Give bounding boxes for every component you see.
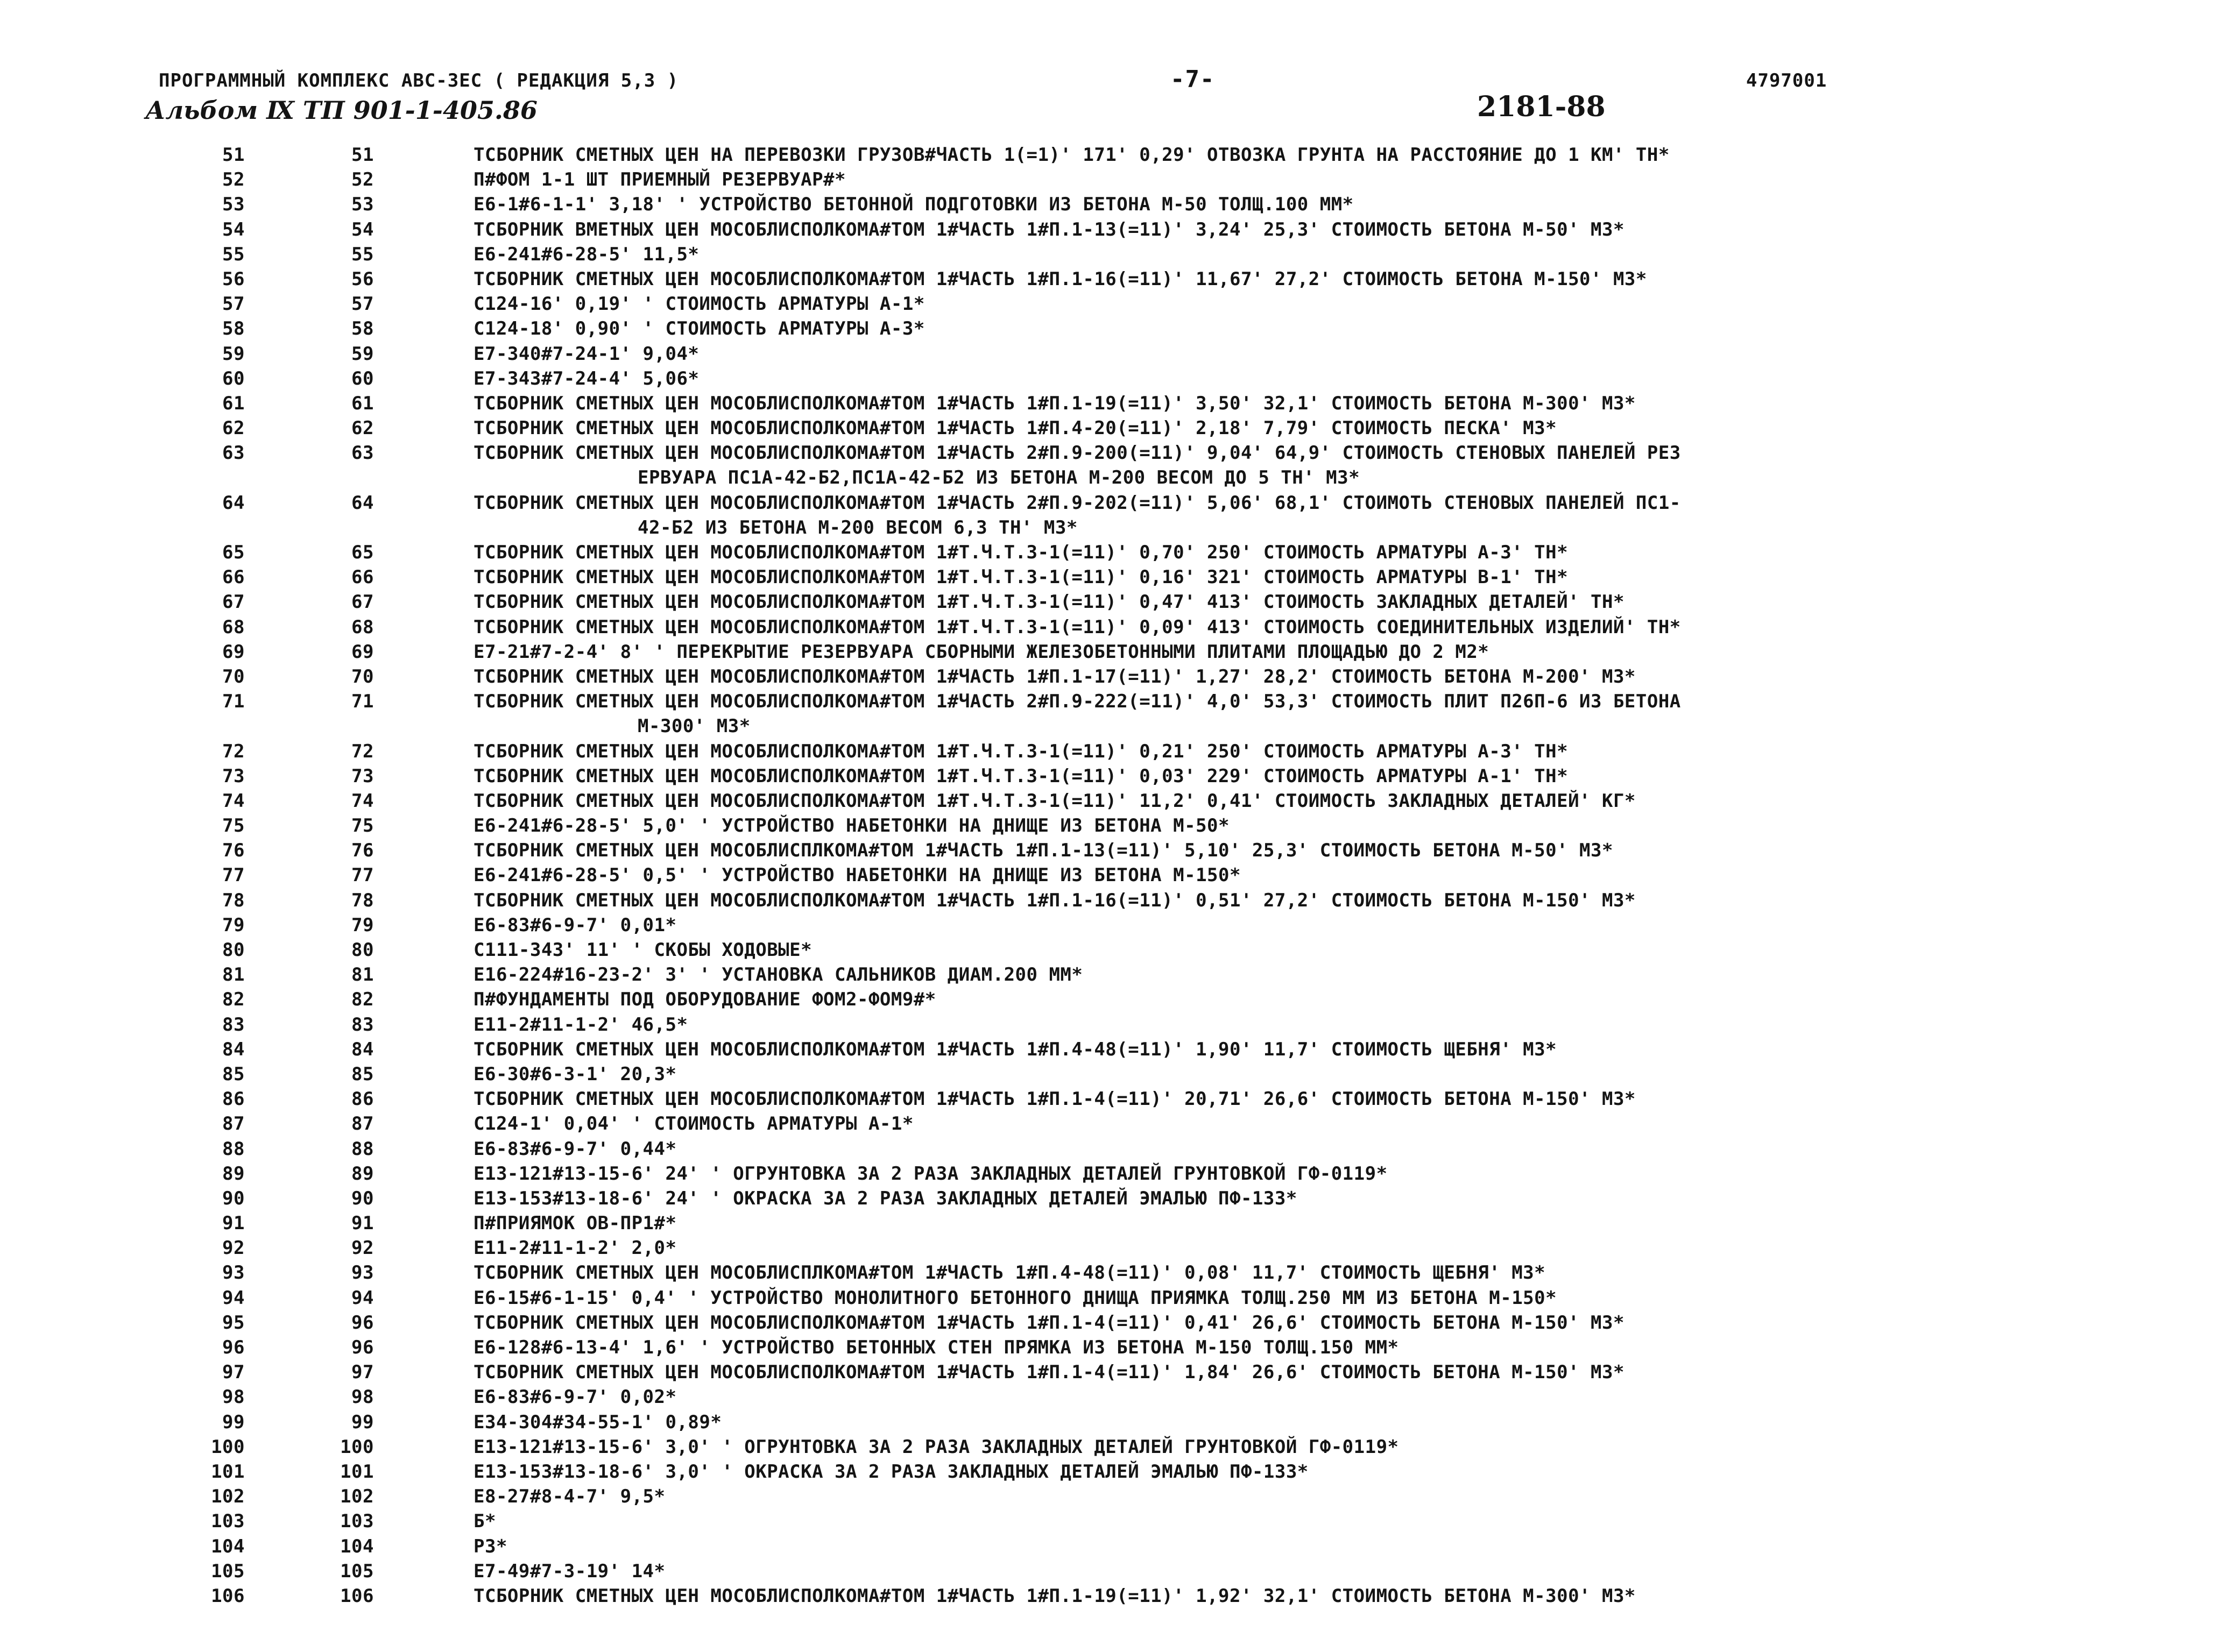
listing-row bbox=[0, 441, 2225, 465]
row-seq-number: 61 bbox=[351, 392, 374, 414]
listing-row bbox=[0, 1360, 2225, 1385]
row-text: ТСБОРНИК СМЕТНЫХ ЦЕН МОСОБЛИСПОЛКОМА#ТОМ 1#ЧАСТЬ 1#П.1-19(=11)' 3,50' 32,1' СТОИМОСТЬ БЕТОНА М-300' М3* bbox=[474, 392, 1636, 414]
row-number: 64 bbox=[222, 492, 245, 514]
row-text: ТСБОРНИК СМЕТНЫХ ЦЕН МОСОБЛИСПОЛКОМА#ТОМ 1#ЧАСТЬ 1#П.1-17(=11)' 1,27' 28,2' СТОИМОСТЬ БЕТОНА М-200' М3* bbox=[474, 665, 1636, 687]
row-text: Е6-15#6-1-15' 0,4' ' УСТРОЙСТВО МОНОЛИТНОГО БЕТОННОГО ДНИЩА ПРИЯМКА ТОЛЩ.250 ММ ИЗ БЕТОНА М-150* bbox=[474, 1287, 1557, 1309]
listing-row bbox=[0, 888, 2225, 913]
listing-row-continuation bbox=[0, 515, 2225, 540]
listing-row bbox=[0, 987, 2225, 1012]
row-seq-number: 72 bbox=[351, 740, 374, 762]
listing-row bbox=[0, 1211, 2225, 1236]
row-number: 106 bbox=[211, 1585, 245, 1607]
row-text: ТСБОРНИК ВМЕТНЫХ ЦЕН МОСОБЛИСПОЛКОМА#ТОМ 1#ЧАСТЬ 1#П.1-13(=11)' 3,24' 25,3' СТОИМОСТЬ БЕТОНА М-50' М3* bbox=[474, 218, 1624, 240]
row-text: ТСБОРНИК СМЕТНЫХ ЦЕН МОСОБЛИСПОЛКОМА#ТОМ 1#ЧАСТЬ 1#П.4-48(=11)' 1,90' 11,7' СТОИМОСТЬ ЩЕБНЯ' М3* bbox=[474, 1038, 1557, 1060]
row-text: ТСБОРНИК СМЕТНЫХ ЦЕН НА ПЕРЕВОЗКИ ГРУЗОВ#ЧАСТЬ 1(=1)' 171' 0,29' ОТВОЗКА ГРУНТА НА РАССТОЯНИЕ ДО 1 КМ' ТН* bbox=[474, 144, 1670, 166]
row-number: 97 bbox=[222, 1362, 245, 1384]
row-seq-number: 67 bbox=[351, 591, 374, 613]
listing-row bbox=[0, 962, 2225, 987]
row-text: С111-343' 11' ' СКОБЫ ХОДОВЫЕ* bbox=[474, 939, 813, 961]
row-text: Е11-2#11-1-2' 2,0* bbox=[474, 1237, 677, 1259]
row-seq-number: 81 bbox=[351, 964, 374, 986]
row-seq-number: 96 bbox=[351, 1311, 374, 1334]
row-number: 84 bbox=[222, 1038, 245, 1060]
row-number: 78 bbox=[222, 889, 245, 911]
row-text: С124-18' 0,90' ' СТОИМОСТЬ АРМАТУРЫ А-3* bbox=[474, 318, 925, 340]
album-handwritten-note: Альбом Ⅸ ТП 901-1-405.86 bbox=[145, 96, 538, 125]
row-number: 89 bbox=[222, 1162, 245, 1185]
listing-row bbox=[0, 217, 2225, 242]
row-text: ТСБОРНИК СМЕТНЫХ ЦЕН МОСОБЛИСПОЛКОМА#ТОМ 1#ЧАСТЬ 1#П.1-4(=11)' 20,71' 26,6' СТОИМОСТЬ БЕТОНА М-150' М3* bbox=[474, 1088, 1636, 1110]
listing-row bbox=[0, 1509, 2225, 1534]
listing-row bbox=[0, 1087, 2225, 1111]
listing-row bbox=[0, 1559, 2225, 1584]
row-number: 85 bbox=[222, 1063, 245, 1085]
row-text: Е6-241#6-28-5' 5,0' ' УСТРОЙСТВО НАБЕТОНКИ НА ДНИЩЕ ИЗ БЕТОНА М-50* bbox=[474, 815, 1230, 837]
row-seq-number: 59 bbox=[351, 343, 374, 365]
listing-row bbox=[0, 664, 2225, 689]
row-text: Е6-30#6-3-1' 20,3* bbox=[474, 1063, 677, 1085]
row-number: 88 bbox=[222, 1138, 245, 1160]
row-number: 66 bbox=[222, 566, 245, 589]
listing-row bbox=[0, 316, 2225, 341]
row-text: ТСБОРНИК СМЕТНЫХ ЦЕН МОСОБЛИСПОЛКОМА#ТОМ 1#Т.Ч.Т.3-1(=11)' 0,47' 413' СТОИМОСТЬ ЗАКЛАДНЫХ ДЕТАЛЕЙ' ТН* bbox=[474, 591, 1624, 613]
listing-row bbox=[0, 1410, 2225, 1435]
row-seq-number: 83 bbox=[351, 1013, 374, 1036]
row-text: М-300' М3* bbox=[638, 715, 751, 738]
row-text: ТСБОРНИК СМЕТНЫХ ЦЕН МОСОБЛИСПОЛКОМА#ТОМ 1#Т.Ч.Т.3-1(=11)' 0,16' 321' СТОИМОСТЬ АРМАТУРЫ В-1' ТН* bbox=[474, 566, 1569, 589]
listing-row bbox=[0, 366, 2225, 391]
row-seq-number: 101 bbox=[340, 1460, 374, 1483]
listing-row bbox=[0, 1286, 2225, 1310]
row-text: П#ПРИЯМОК ОВ-ПР1#* bbox=[474, 1213, 677, 1235]
listing-row bbox=[0, 1335, 2225, 1360]
row-text: Б* bbox=[474, 1511, 496, 1533]
row-number: 61 bbox=[222, 392, 245, 414]
row-number: 74 bbox=[222, 790, 245, 812]
row-seq-number: 92 bbox=[351, 1237, 374, 1259]
row-number: 92 bbox=[222, 1237, 245, 1259]
row-text: Е7-49#7-3-19' 14* bbox=[474, 1560, 666, 1582]
row-seq-number: 55 bbox=[351, 243, 374, 265]
row-number: 68 bbox=[222, 616, 245, 638]
listing-row bbox=[0, 1435, 2225, 1459]
row-number: 73 bbox=[222, 765, 245, 787]
row-text: Е6-1#6-1-1' 3,18' ' УСТРОЙСТВО БЕТОННОЙ ПОДГОТОВКИ ИЗ БЕТОНА М-50 ТОЛЩ.100 ММ* bbox=[474, 194, 1354, 216]
row-seq-number: 53 bbox=[351, 194, 374, 216]
row-seq-number: 96 bbox=[351, 1337, 374, 1358]
row-text: Е6-83#6-9-7' 0,01* bbox=[474, 914, 677, 936]
row-seq-number: 93 bbox=[351, 1262, 374, 1284]
code-listing bbox=[0, 143, 2225, 1608]
row-number: 77 bbox=[222, 864, 245, 887]
row-seq-number: 69 bbox=[351, 641, 374, 663]
listing-row bbox=[0, 863, 2225, 888]
code-handwritten-note: 2181-88 bbox=[1477, 90, 1606, 123]
row-seq-number: 73 bbox=[351, 765, 374, 787]
row-seq-number: 58 bbox=[351, 318, 374, 340]
row-seq-number: 75 bbox=[351, 815, 374, 837]
row-seq-number: 88 bbox=[351, 1138, 374, 1160]
listing-row-continuation bbox=[0, 714, 2225, 739]
row-seq-number: 80 bbox=[351, 939, 374, 961]
row-number: 60 bbox=[222, 367, 245, 389]
row-text: ТСБОРНИК СМЕТНЫХ ЦЕН МОСОБЛИСПОЛКОМА#ТОМ 1#Т.Ч.Т.3-1(=11)' 0,09' 413' СТОИМОСТЬ СОЕДИНИТЕЛЬНЫХ ИЗДЕЛИЙ' ТН* bbox=[474, 616, 1681, 638]
row-text: Е7-343#7-24-4' 5,06* bbox=[474, 367, 700, 389]
row-text: ТСБОРНИК СМЕТНЫХ ЦЕН МОСОБЛИСПОЛКОМА#ТОМ 1#ЧАСТЬ 1#П.1-19(=11)' 1,92' 32,1' СТОИМОСТЬ БЕТОНА М-300' М3* bbox=[474, 1585, 1636, 1607]
row-number: 100 bbox=[211, 1436, 245, 1458]
row-seq-number: 77 bbox=[351, 864, 374, 887]
row-number: 103 bbox=[211, 1511, 245, 1533]
row-text: П#ФУНДАМЕНТЫ ПОД ОБОРУДОВАНИЕ ФОМ2-ФОМ9#* bbox=[474, 989, 936, 1011]
row-text: Е11-2#11-1-2' 46,5* bbox=[474, 1013, 688, 1036]
row-number: 104 bbox=[211, 1535, 245, 1557]
row-number: 102 bbox=[211, 1486, 245, 1508]
row-seq-number: 82 bbox=[351, 989, 374, 1011]
row-number: 69 bbox=[222, 641, 245, 663]
row-number: 67 bbox=[222, 591, 245, 613]
row-text: Е34-304#34-55-1' 0,89* bbox=[474, 1411, 722, 1433]
row-number: 90 bbox=[222, 1187, 245, 1209]
row-text: Е6-83#6-9-7' 0,02* bbox=[474, 1386, 677, 1408]
listing-row bbox=[0, 1062, 2225, 1087]
row-number: 79 bbox=[222, 914, 245, 936]
row-seq-number: 79 bbox=[351, 914, 374, 936]
document-number: 4797001 bbox=[1746, 70, 1827, 91]
row-text: ТСБОРНИК СМЕТНЫХ ЦЕН МОСОБЛИСПОЛКОМА#ТОМ 1#ЧАСТЬ 1#П.1-16(=11)' 11,67' 27,2' СТОИМОСТЬ БЕТОНА М-150' М3* bbox=[474, 268, 1647, 290]
row-text: Е8-27#8-4-7' 9,5* bbox=[474, 1486, 666, 1508]
page-number: -7- bbox=[1170, 66, 1215, 93]
listing-row bbox=[0, 1037, 2225, 1062]
row-text: Е13-153#13-18-6' 3,0' ' ОКРАСКА ЗА 2 РАЗА ЗАКЛАДНЫХ ДЕТАЛЕЙ ЭМАЛЬЮ ПФ-133* bbox=[474, 1460, 1309, 1483]
row-seq-number: 52 bbox=[351, 169, 374, 191]
row-text: ТСБОРНИК СМЕТНЫХ ЦЕН МОСОБЛИСПОЛКОМА#ТОМ 1#Т.Ч.Т.3-1(=11)' 0,03' 229' СТОИМОСТЬ АРМАТУРЫ А-1' ТН* bbox=[474, 765, 1569, 787]
listing-row bbox=[0, 1385, 2225, 1409]
row-text: Е6-241#6-28-5' 11,5* bbox=[474, 243, 700, 265]
listing-row bbox=[0, 615, 2225, 640]
row-number: 72 bbox=[222, 740, 245, 762]
row-number: 86 bbox=[222, 1088, 245, 1110]
row-number: 105 bbox=[211, 1560, 245, 1582]
row-number: 58 bbox=[222, 318, 245, 340]
row-text: Е13-121#13-15-6' 24' ' ОГРУНТОВКА ЗА 2 РАЗА ЗАКЛАДНЫХ ДЕТАЛЕЙ ГРУНТОВКОЙ ГФ-0119* bbox=[474, 1162, 1388, 1185]
row-seq-number: 89 bbox=[351, 1162, 374, 1185]
row-text: ТСБОРНИК СМЕТНЫХ ЦЕН МОСОБЛИСПОЛКОМА#ТОМ 1#Т.Ч.Т.3-1(=11)' 11,2' 0,41' СТОИМОСТЬ ЗАКЛАДНЫХ ДЕТАЛЕЙ' КГ* bbox=[474, 790, 1636, 812]
row-number: 51 bbox=[222, 144, 245, 166]
row-seq-number: 98 bbox=[351, 1386, 374, 1408]
row-seq-number: 65 bbox=[351, 542, 374, 563]
row-seq-number: 103 bbox=[340, 1511, 374, 1533]
row-text: ТСБОРНИК СМЕТНЫХ ЦЕН МОСОБЛИСПОЛКОМА#ТОМ 1#ЧАСТЬ 2#П.9-200(=11)' 9,04' 64,9' СТОИМОСТЬ СТЕНОВЫХ ПАНЕЛЕЙ РЕЗ bbox=[474, 442, 1681, 464]
row-seq-number: 63 bbox=[351, 442, 374, 464]
listing-row bbox=[0, 913, 2225, 938]
row-text: ТСБОРНИК СМЕТНЫХ ЦЕН МОСОБЛИСПОЛКОМА#ТОМ 1#ЧАСТЬ 1#П.1-4(=11)' 0,41' 26,6' СТОИМОСТЬ БЕТОНА М-150' М3* bbox=[474, 1311, 1624, 1334]
row-text: 42-Б2 ИЗ БЕТОНА М-200 ВЕСОМ 6,3 ТН' М3* bbox=[638, 516, 1078, 538]
row-number: 93 bbox=[222, 1262, 245, 1284]
listing-row bbox=[0, 1161, 2225, 1186]
row-text: ТСБОРНИК СМЕТНЫХ ЦЕН МОСОБЛИСПОЛКОМА#ТОМ 1#Т.Ч.Т.3-1(=11)' 0,21' 250' СТОИМОСТЬ АРМАТУРЫ А-3' ТН* bbox=[474, 740, 1569, 762]
row-text: ТСБОРНИК СМЕТНЫХ ЦЕН МОСОБЛИСПОЛКОМА#ТОМ 1#ЧАСТЬ 2#П.9-202(=11)' 5,06' 68,1' СТОИМОТЬ СТЕНОВЫХ ПАНЕЛЕЙ ПС1- bbox=[474, 492, 1681, 514]
row-text: ТСБОРНИК СМЕТНЫХ ЦЕН МОСОБЛИСПОЛКОМА#ТОМ 1#ЧАСТЬ 1#П.4-20(=11)' 2,18' 7,79' СТОИМОСТЬ ПЕСКА' М3* bbox=[474, 417, 1557, 439]
program-header: ПРОГРАММНЫЙ КОМПЛЕКС АВС-3ЕС ( РЕДАКЦИЯ 5,3 ) bbox=[159, 70, 679, 91]
row-seq-number: 71 bbox=[351, 691, 374, 713]
listing-row bbox=[0, 813, 2225, 838]
listing-row bbox=[0, 689, 2225, 714]
row-seq-number: 76 bbox=[351, 840, 374, 862]
row-number: 96 bbox=[222, 1337, 245, 1358]
row-seq-number: 87 bbox=[351, 1113, 374, 1135]
listing-row bbox=[0, 391, 2225, 416]
row-seq-number: 57 bbox=[351, 293, 374, 315]
row-number: 87 bbox=[222, 1113, 245, 1135]
row-number: 55 bbox=[222, 243, 245, 265]
row-text: П#ФОМ 1-1 ШТ ПРИЕМНЫЙ РЕЗЕРВУАР#* bbox=[474, 169, 846, 191]
listing-row bbox=[0, 1310, 2225, 1335]
row-text: Е6-83#6-9-7' 0,44* bbox=[474, 1138, 677, 1160]
listing-row bbox=[0, 1584, 2225, 1608]
row-number: 95 bbox=[222, 1311, 245, 1334]
row-seq-number: 54 bbox=[351, 218, 374, 240]
row-number: 56 bbox=[222, 268, 245, 290]
listing-row bbox=[0, 1137, 2225, 1161]
row-number: 59 bbox=[222, 343, 245, 365]
row-seq-number: 104 bbox=[340, 1535, 374, 1557]
row-seq-number: 90 bbox=[351, 1187, 374, 1209]
listing-row bbox=[0, 192, 2225, 217]
row-seq-number: 56 bbox=[351, 268, 374, 290]
row-seq-number: 62 bbox=[351, 417, 374, 439]
listing-row bbox=[0, 1484, 2225, 1509]
listing-row bbox=[0, 739, 2225, 764]
listing-row bbox=[0, 342, 2225, 366]
row-number: 54 bbox=[222, 218, 245, 240]
listing-row bbox=[0, 640, 2225, 664]
row-seq-number: 68 bbox=[351, 616, 374, 638]
row-number: 65 bbox=[222, 542, 245, 563]
row-seq-number: 102 bbox=[340, 1486, 374, 1508]
listing-row bbox=[0, 789, 2225, 813]
listing-row bbox=[0, 764, 2225, 789]
row-text: Е6-241#6-28-5' 0,5' ' УСТРОЙСТВО НАБЕТОНКИ НА ДНИЩЕ ИЗ БЕТОНА М-150* bbox=[474, 864, 1241, 887]
row-text: ТСБОРНИК СМЕТНЫХ ЦЕН МОСОБЛИСПОЛКОМА#ТОМ 1#Т.Ч.Т.3-1(=11)' 0,70' 250' СТОИМОСТЬ АРМАТУРЫ А-3' ТН* bbox=[474, 542, 1569, 563]
listing-row bbox=[0, 1111, 2225, 1136]
row-seq-number: 99 bbox=[351, 1411, 374, 1433]
row-text: ЕРВУАРА ПС1А-42-Б2,ПС1А-42-Б2 ИЗ БЕТОНА М-200 ВЕСОМ ДО 5 ТН' М3* bbox=[638, 467, 1360, 489]
row-text: ТСБОРНИК СМЕТНЫХ ЦЕН МОСОБЛИСПЛКОМА#ТОМ 1#ЧАСТЬ 1#П.1-13(=11)' 5,10' 25,3' СТОИМОСТЬ БЕТОНА М-50' М3* bbox=[474, 840, 1613, 862]
row-seq-number: 64 bbox=[351, 492, 374, 514]
listing-row bbox=[0, 1459, 2225, 1484]
row-seq-number: 70 bbox=[351, 665, 374, 687]
row-number: 70 bbox=[222, 665, 245, 687]
row-text: Е7-21#7-2-4' 8' ' ПЕРЕКРЫТИЕ РЕЗЕРВУАРА СБОРНЫМИ ЖЕЛЕЗОБЕТОННЫМИ ПЛИТАМИ ПЛОЩАДЬЮ ДО 2 М2* bbox=[474, 641, 1489, 663]
row-number: 82 bbox=[222, 989, 245, 1011]
row-number: 94 bbox=[222, 1287, 245, 1309]
row-text: ТСБОРНИК СМЕТНЫХ ЦЕН МОСОБЛИСПОЛКОМА#ТОМ 1#ЧАСТЬ 1#П.1-4(=11)' 1,84' 26,6' СТОИМОСТЬ БЕТОНА М-150' М3* bbox=[474, 1362, 1624, 1384]
row-number: 91 bbox=[222, 1213, 245, 1235]
row-seq-number: 60 bbox=[351, 367, 374, 389]
row-text: Е7-340#7-24-1' 9,04* bbox=[474, 343, 700, 365]
row-number: 80 bbox=[222, 939, 245, 961]
row-number: 71 bbox=[222, 691, 245, 713]
row-seq-number: 74 bbox=[351, 790, 374, 812]
row-seq-number: 84 bbox=[351, 1038, 374, 1060]
row-number: 76 bbox=[222, 840, 245, 862]
row-text: ТСБОРНИК СМЕТНЫХ ЦЕН МОСОБЛИСПОЛКОМА#ТОМ 1#ЧАСТЬ 2#П.9-222(=11)' 4,0' 53,3' СТОИМОСТЬ ПЛИТ П26П-6 ИЗ БЕТОНА bbox=[474, 691, 1681, 713]
listing-row bbox=[0, 1236, 2225, 1260]
row-number: 99 bbox=[222, 1411, 245, 1433]
row-seq-number: 66 bbox=[351, 566, 374, 589]
row-text: Е6-128#6-13-4' 1,6' ' УСТРОЙСТВО БЕТОННЫХ СТЕН ПРЯМКА ИЗ БЕТОНА М-150 ТОЛЩ.150 ММ* bbox=[474, 1337, 1399, 1358]
row-text: Е13-121#13-15-6' 3,0' ' ОГРУНТОВКА ЗА 2 РАЗА ЗАКЛАДНЫХ ДЕТАЛЕЙ ГРУНТОВКОЙ ГФ-0119* bbox=[474, 1436, 1399, 1458]
row-number: 63 bbox=[222, 442, 245, 464]
row-seq-number: 78 bbox=[351, 889, 374, 911]
row-seq-number: 51 bbox=[351, 144, 374, 166]
listing-row bbox=[0, 1186, 2225, 1211]
row-number: 98 bbox=[222, 1386, 245, 1408]
row-number: 62 bbox=[222, 417, 245, 439]
row-text: Е16-224#16-23-2' 3' ' УСТАНОВКА САЛЬНИКОВ ДИАМ.200 ММ* bbox=[474, 964, 1083, 986]
row-seq-number: 91 bbox=[351, 1213, 374, 1235]
row-text: Р3* bbox=[474, 1535, 507, 1557]
row-number: 101 bbox=[211, 1460, 245, 1483]
row-seq-number: 94 bbox=[351, 1287, 374, 1309]
listing-row bbox=[0, 590, 2225, 614]
row-seq-number: 100 bbox=[340, 1436, 374, 1458]
listing-row bbox=[0, 1012, 2225, 1037]
listing-row bbox=[0, 242, 2225, 267]
row-number: 52 bbox=[222, 169, 245, 191]
row-text: ТСБОРНИК СМЕТНЫХ ЦЕН МОСОБЛИСПОЛКОМА#ТОМ 1#ЧАСТЬ 1#П.1-16(=11)' 0,51' 27,2' СТОИМОСТЬ БЕТОНА М-150' М3* bbox=[474, 889, 1636, 911]
row-number: 83 bbox=[222, 1013, 245, 1036]
listing-row bbox=[0, 1260, 2225, 1285]
listing-row bbox=[0, 491, 2225, 515]
listing-row bbox=[0, 565, 2225, 590]
listing-row bbox=[0, 167, 2225, 192]
row-text: ТСБОРНИК СМЕТНЫХ ЦЕН МОСОБЛИСПЛКОМА#ТОМ 1#ЧАСТЬ 1#П.4-48(=11)' 0,08' 11,7' СТОИМОСТЬ ЩЕБНЯ' М3* bbox=[474, 1262, 1546, 1284]
row-text: Е13-153#13-18-6' 24' ' ОКРАСКА ЗА 2 РАЗА ЗАКЛАДНЫХ ДЕТАЛЕЙ ЭМАЛЬЮ ПФ-133* bbox=[474, 1187, 1297, 1209]
listing-row bbox=[0, 838, 2225, 863]
listing-row bbox=[0, 416, 2225, 441]
listing-row bbox=[0, 143, 2225, 167]
row-seq-number: 86 bbox=[351, 1088, 374, 1110]
row-seq-number: 105 bbox=[340, 1560, 374, 1582]
row-seq-number: 106 bbox=[340, 1585, 374, 1607]
listing-row-continuation bbox=[0, 465, 2225, 490]
row-text: С124-1' 0,04' ' СТОИМОСТЬ АРМАТУРЫ А-1* bbox=[474, 1113, 914, 1135]
row-number: 75 bbox=[222, 815, 245, 837]
row-number: 81 bbox=[222, 964, 245, 986]
row-text: С124-16' 0,19' ' СТОИМОСТЬ АРМАТУРЫ А-1* bbox=[474, 293, 925, 315]
listing-row bbox=[0, 1534, 2225, 1559]
row-seq-number: 97 bbox=[351, 1362, 374, 1384]
listing-row bbox=[0, 540, 2225, 565]
listing-row bbox=[0, 267, 2225, 292]
row-number: 53 bbox=[222, 194, 245, 216]
row-seq-number: 85 bbox=[351, 1063, 374, 1085]
row-number: 57 bbox=[222, 293, 245, 315]
listing-row bbox=[0, 292, 2225, 316]
listing-row bbox=[0, 938, 2225, 962]
